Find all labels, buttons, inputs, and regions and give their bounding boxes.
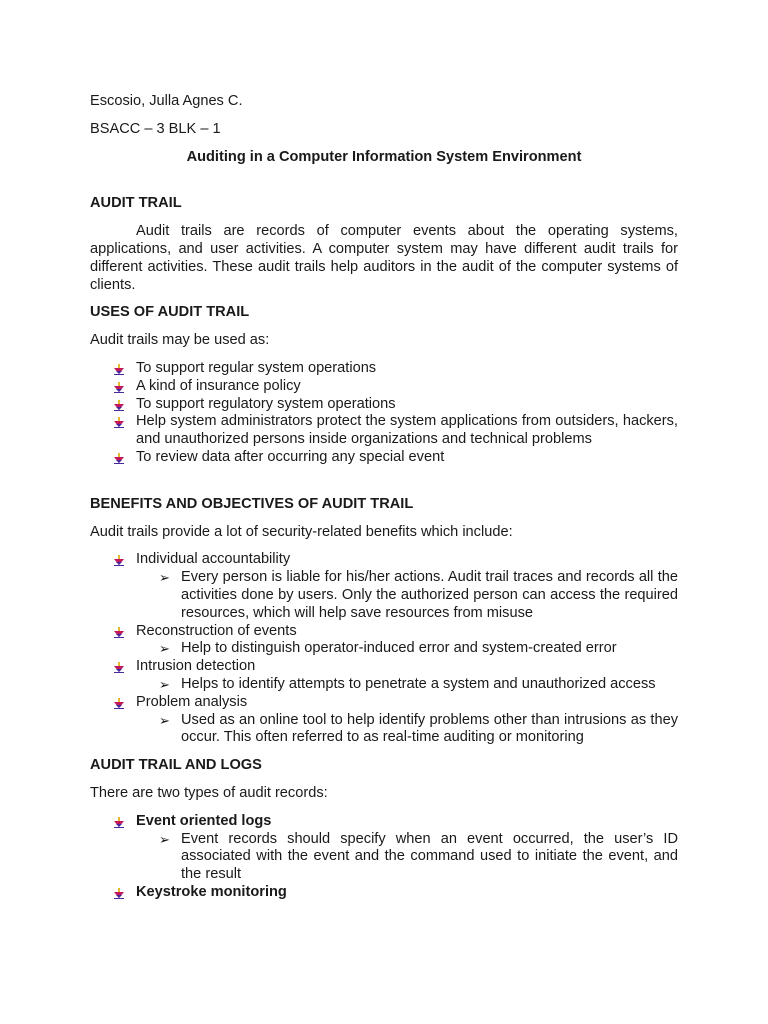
down-arrow-bullet-icon bbox=[114, 697, 124, 708]
sub-list-item: ➢ Event records should specify when an event occurred, the user’s ID associated with the event and the command used to initiate the event, and the result bbox=[159, 830, 678, 883]
audit-trail-heading: AUDIT TRAIL bbox=[90, 195, 182, 212]
sub-list-item: ➢ Help to distinguish operator-induced error and system-created error bbox=[159, 640, 617, 658]
down-arrow-bullet-icon bbox=[114, 399, 124, 410]
document-body bbox=[90, 93, 678, 902]
down-arrow-bullet-icon bbox=[114, 363, 124, 374]
sub-list-item: ➢ Used as an online tool to help identify problems other than intrusions as they occur. This often referred to as real-time auditing or monitoring bbox=[159, 711, 678, 746]
arrowhead-bullet-icon: ➢ bbox=[159, 642, 170, 658]
arrowhead-bullet-icon: ➢ bbox=[159, 713, 170, 729]
down-arrow-bullet-icon bbox=[114, 452, 124, 463]
down-arrow-bullet-icon bbox=[114, 626, 124, 637]
down-arrow-bullet-icon bbox=[114, 554, 124, 565]
list-item: To review data after occurring any special event bbox=[90, 449, 678, 467]
benefits-list bbox=[90, 551, 678, 747]
logs-list bbox=[90, 813, 678, 902]
list-item: A kind of insurance policy bbox=[90, 378, 678, 396]
class-section: BSACC – 3 BLK – 1 bbox=[90, 120, 221, 137]
down-arrow-bullet-icon bbox=[114, 887, 124, 898]
arrowhead-bullet-icon: ➢ bbox=[159, 677, 170, 693]
logs-heading: AUDIT TRAIL AND LOGS bbox=[90, 757, 262, 774]
uses-list bbox=[90, 360, 678, 467]
list-item: To support regular system operations bbox=[90, 360, 678, 378]
down-arrow-bullet-icon bbox=[114, 381, 124, 392]
author-name: Escosio, Julla Agnes C. bbox=[90, 93, 243, 109]
sub-list-item: ➢ Helps to identify attempts to penetrate a system and unauthorized access bbox=[159, 675, 656, 693]
arrowhead-bullet-icon: ➢ bbox=[159, 571, 170, 587]
benefits-heading: BENEFITS AND OBJECTIVES OF AUDIT TRAIL bbox=[90, 495, 414, 512]
list-item: Event oriented logs ➢ Event records should specify when an event occurred, the user’s ID associated with the event and the command used to initiate the event, and the result bbox=[90, 813, 678, 884]
benefits-intro: Audit trails provide a lot of security-related benefits which include: bbox=[90, 523, 513, 540]
arrowhead-bullet-icon: ➢ bbox=[159, 832, 170, 848]
uses-heading: USES OF AUDIT TRAIL bbox=[90, 304, 250, 321]
uses-intro: Audit trails may be used as: bbox=[90, 332, 270, 349]
list-item: Help system administrators protect the system applications from outsiders, hackers, and unauthorized persons inside organizations and technical problems bbox=[90, 413, 678, 449]
list-item: Intrusion detection ➢ Helps to identify attempts to penetrate a system and unauthorized access bbox=[90, 658, 678, 694]
list-item: To support regulatory system operations bbox=[90, 396, 678, 414]
list-item: Keystroke monitoring bbox=[90, 884, 678, 902]
list-item: Reconstruction of events ➢ Help to distinguish operator-induced error and system-created error bbox=[90, 623, 678, 659]
down-arrow-bullet-icon bbox=[114, 816, 124, 827]
list-item: Problem analysis ➢ Used as an online tool to help identify problems other than intrusions as they occur. This often referred to as real-time auditing or monitoring bbox=[90, 694, 678, 747]
document-title: Auditing in a Computer Information System Environment bbox=[186, 148, 582, 165]
list-item: Individual accountability ➢ Every person is liable for his/her actions. Audit trail traces and records all the activities done by users. Only the authorized person can access the required resources, which will help save resources from misuse bbox=[90, 551, 678, 622]
down-arrow-bullet-icon bbox=[114, 661, 124, 672]
sub-list-item: ➢ Every person is liable for his/her actions. Audit trail traces and records all the activities done by users. Only the authorized person can access the required resources, which will help save resources from misuse bbox=[159, 569, 678, 621]
down-arrow-bullet-icon bbox=[114, 416, 124, 427]
audit-trail-paragraph: Audit trails are records of computer events about the operating systems, applications, and user activities. A computer system may have different audit trails for different activities. These audit trails help auditors in the audit of the computer systems of clients. bbox=[90, 223, 678, 293]
logs-intro: There are two types of audit records: bbox=[90, 784, 328, 801]
